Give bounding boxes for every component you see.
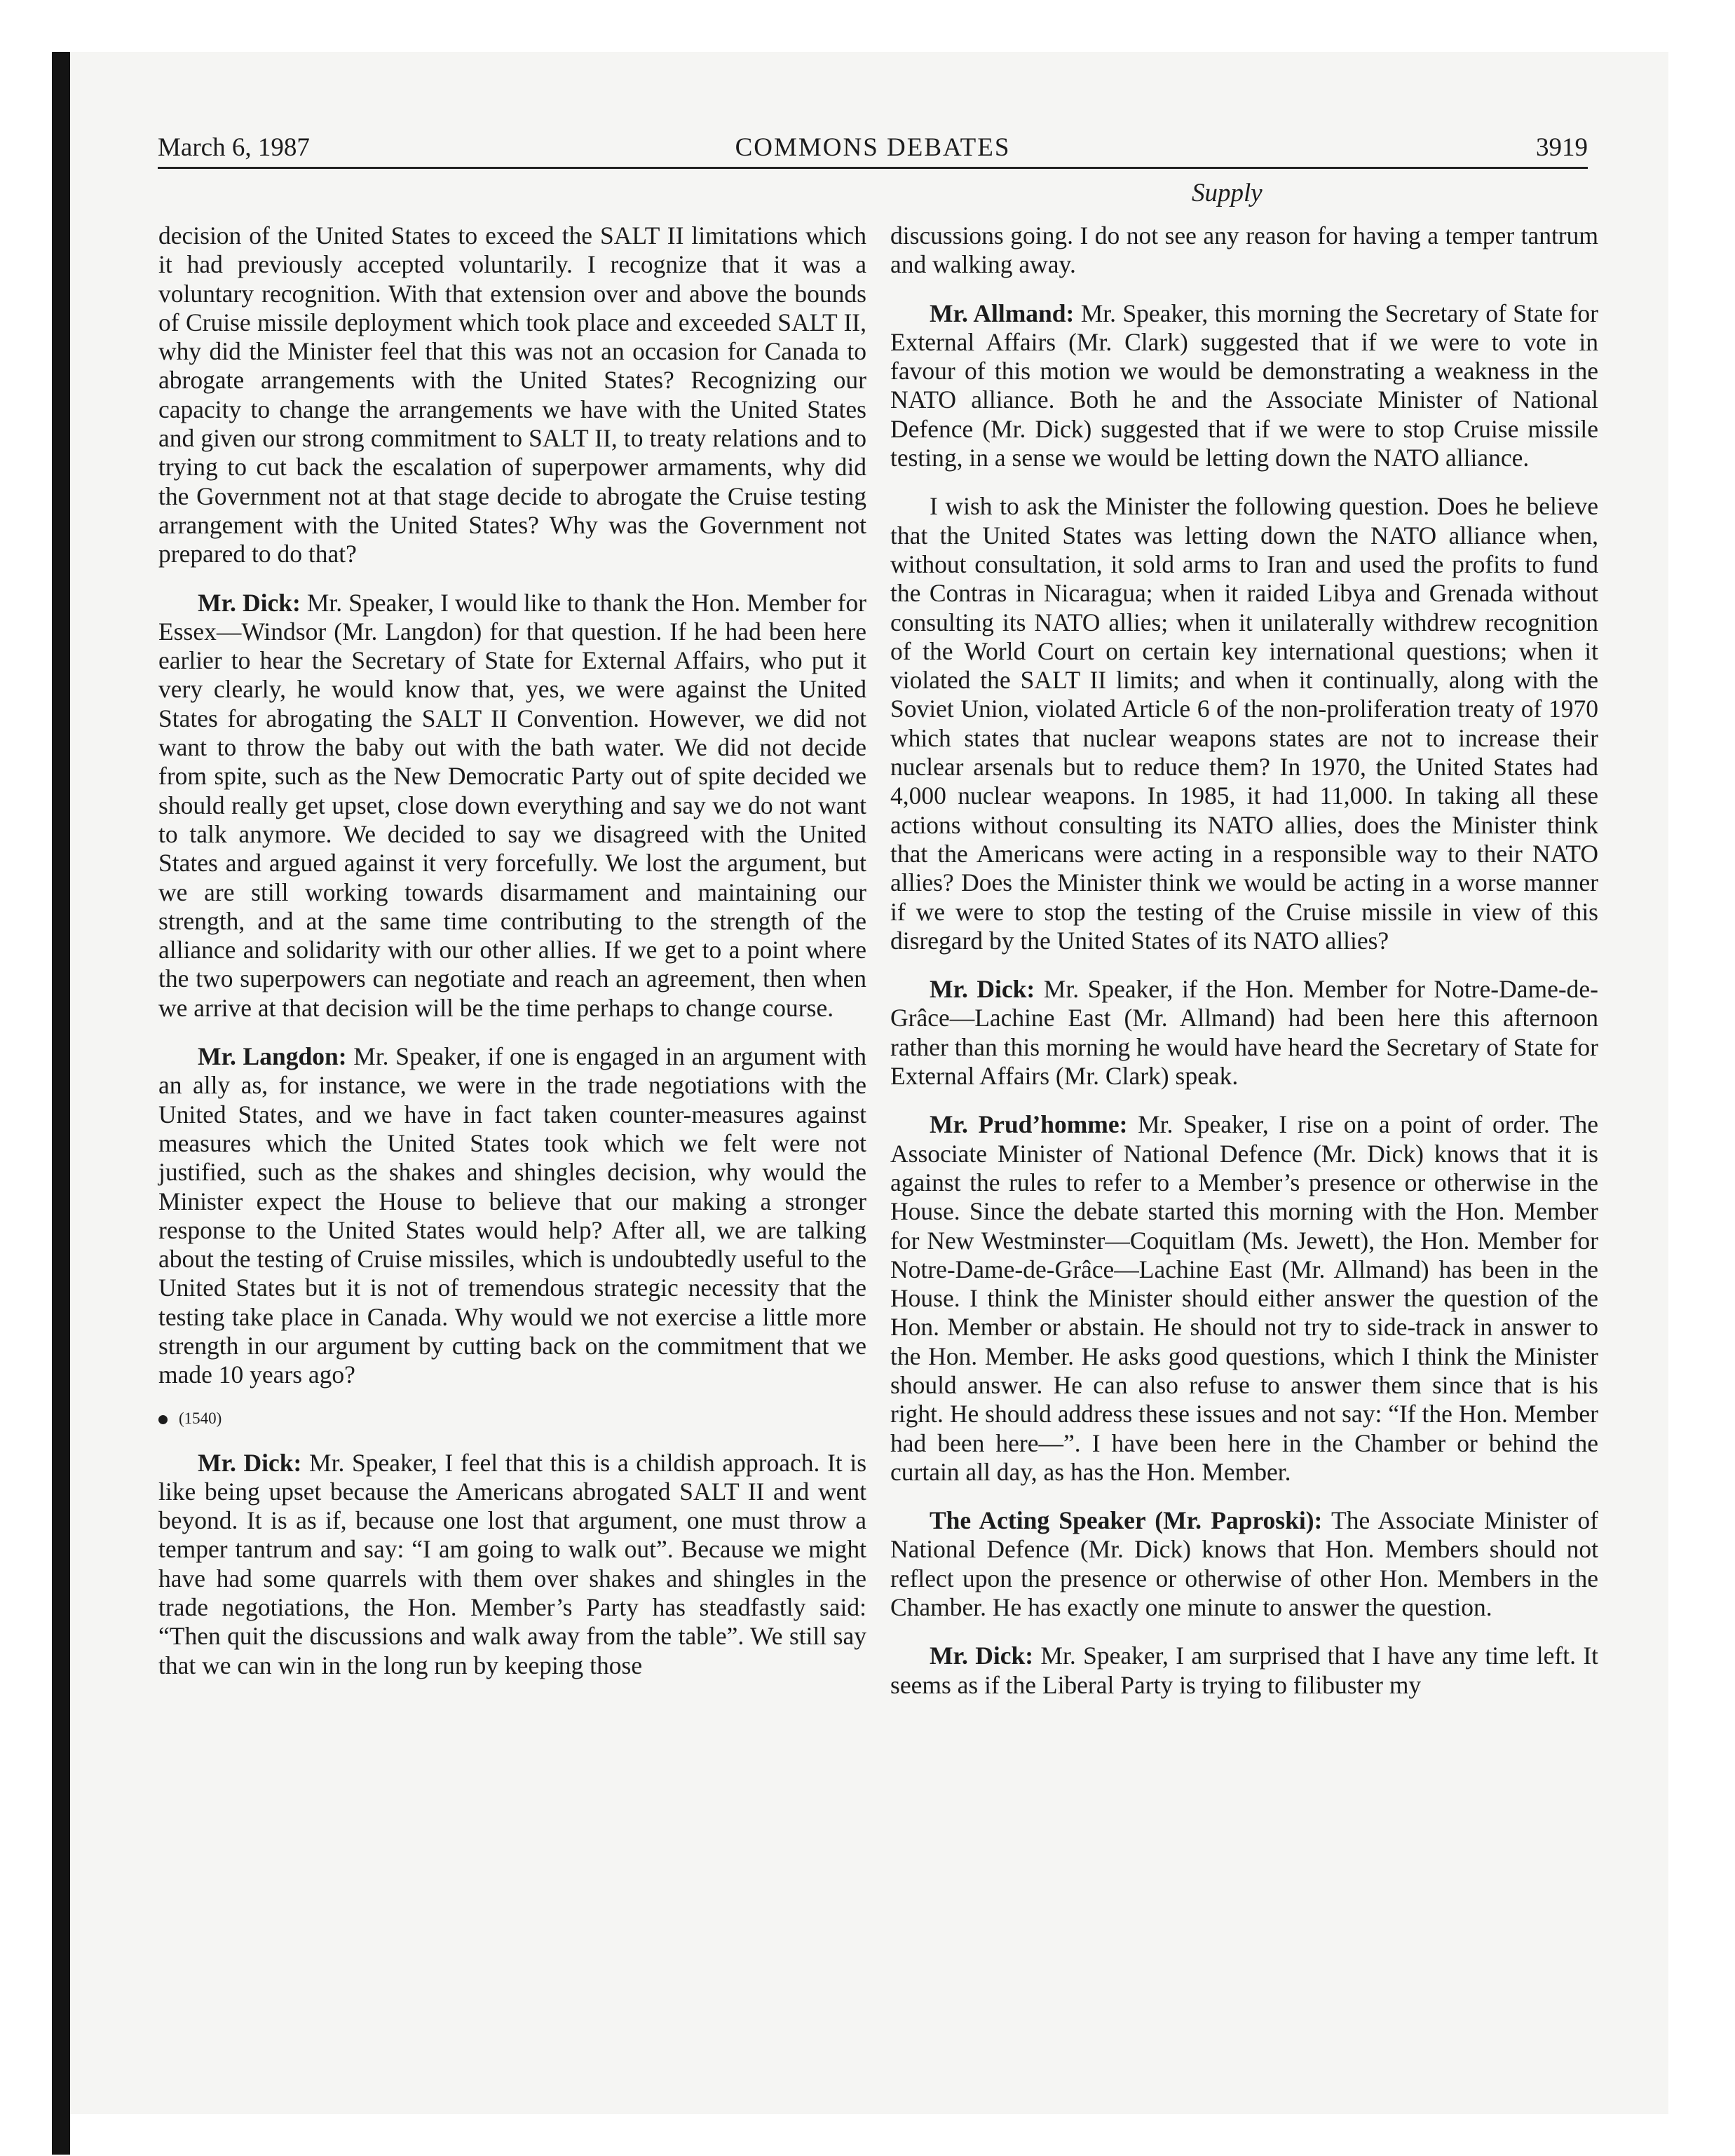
speech-allmand-continued: I wish to ask the Minister the following question. Does he believe that the United States was letting down the NATO alliance when, without consultation, it sold arms to Iran and used the profits to fund the Contras in Nicaragua; when it raided Libya and Grenada without consulting its NATO allies; when it unilaterally withdrew recognition of the World Court on certain key international questions; when it violated the SALT II limits; and when it continually, along with the Soviet Union, violated Article 6 of the non-proliferation treaty of 1970 which states that nuclear weapons states are not to increase their nuclear arsenals but to reduce them? In 1970, the United States had 4,000 nuclear weapons. In 1985, it had 11,000. In taking all these actions without consulting its NATO allies, does the Minister think that the Americans were acting in a responsible way to their NATO allies? Does the Minister think we would be acting in a worse manner if we were to stop the testing of the Cruise missile in view of this disregard by the United States of its NATO allies? xyxy=(890,492,1598,955)
time-marker-text: (1540) xyxy=(179,1409,222,1427)
paragraph-continued: decision of the United States to exceed the SALT II limitations which it had previously accepted voluntarily. I recognize that it was a voluntary recognition. With that extension over and above the bounds of Cruise missile deployment which took place and exceeded SALT II, why did the Minister feel that this was not an occasion for Canada to abrogate arrangements with the United States? Recognizing our capacity to change the arrangements we have with the United States and given our strong commitment to SALT II, to treaty relations and to trying to cut back the escalation of superpower armaments, why did the Government not at that stage decide to abrogate the Cruise testing arrangement with the United States? Why was the Government not prepared to do that? xyxy=(158,221,866,568)
speaker-name: Mr. Dick: xyxy=(198,588,301,617)
paragraph-continued: discussions going. I do not see any reason for having a temper tantrum and walking away. xyxy=(890,221,1598,279)
left-column xyxy=(158,221,866,1680)
time-marker xyxy=(158,1408,866,1429)
scan-edge-bar xyxy=(52,52,70,2155)
speech-dick-4 xyxy=(890,1642,1598,1700)
speaker-name: Mr. Dick: xyxy=(930,1642,1034,1670)
speaker-name: Mr. Dick: xyxy=(198,1448,302,1477)
section-title: Supply xyxy=(1192,179,1263,207)
speech-dick-3 xyxy=(890,975,1598,1091)
header-page-number: 3919 xyxy=(1536,133,1588,162)
speech-dick-2 xyxy=(158,1449,866,1680)
speaker-name: Mr. Dick: xyxy=(930,975,1035,1004)
speech-text: Mr. Speaker, I would like to thank the Hon. Member for Essex—Windsor (Mr. Langdon) for that question. If he had been here earlier to hear the Secretary of State for External Affairs, who put it very clearly, he would know that, yes, we were against the United States for abrogating the SALT II Convention. However, we did not want to throw the baby out with the bath water. We did not decide from spite, such as the New Democratic Party out of spite decided we should really get upset, close down everything and say we do not want to talk anymore. We decided to say we disagreed with the United States and argued against it very forcefully. We lost the argument, but we are still working towards disarmament and maintaining our strength, and at the same time contributing to the strength of the alliance and solidarity with our other allies. If we get to a point where the two superpowers can negotiate and reach an agreement, then when we arrive at that decision will be the time perhaps to change course. xyxy=(158,588,867,1022)
bullet-icon xyxy=(158,1415,168,1424)
speaker-name: Mr. Langdon: xyxy=(198,1042,347,1071)
speech-text: Mr. Speaker, if one is engaged in an argument with an ally as, for instance, we were in the trade negotiations with the United States, and we have in fact taken counter-measures against measures which the United States took which we felt were not justified, such as the shakes and shingles decision, why would the Minister expect the House to believe that our making a stronger response to the United States would help? After all, we are talking about the testing of Cruise missiles, which is undoubtedly useful to the United States but it is not of tremendous strategic necessity that the testing take place in Canada. Why would we not exercise a little more strength in our argument by cutting back on the commitment that we made 10 years ago? xyxy=(158,1042,866,1389)
speech-text: Mr. Speaker, this morning the Secretary of State for External Affairs (Mr. Clark) suggested that if we were to vote in favour of this motion we would be demonstrating a weakness in the NATO alliance. Both he and the Associate Minister of National Defence (Mr. Dick) suggested that if we were to stop Cruise missile testing, in a sense we would be letting down the NATO alliance. xyxy=(890,299,1598,472)
speech-prudhomme xyxy=(890,1110,1598,1487)
speaker-name: The Acting Speaker (Mr. Paproski): xyxy=(930,1506,1323,1535)
page-header xyxy=(158,123,1588,169)
speech-langdon xyxy=(158,1042,866,1390)
speaker-name: Mr. Prud’homme: xyxy=(930,1110,1128,1139)
speech-text: Mr. Speaker, if the Hon. Member for Notre-Dame-de-Grâce—Lachine East (Mr. Allmand) had been here this afternoon rather than this morning he would have heard the Secretary of State for External Affairs (Mr. Clark) speak. xyxy=(890,975,1598,1091)
speech-text: Mr. Speaker, I feel that this is a childish approach. It is like being upset because the Americans abrogated SALT II and went beyond. It is as if, because one lost that argument, one must throw a temper tantrum and say: “I am going to walk out”. Because we might have had some quarrels with them over shakes and shingles in the trade negotiations, the Hon. Member’s Party has steadfastly said: “Then quit the discussions and walk away from the table”. We still say that we can win in the long run by keeping those xyxy=(158,1448,867,1679)
speech-allmand xyxy=(890,299,1598,473)
speech-acting-speaker xyxy=(890,1506,1598,1622)
speaker-name: Mr. Allmand: xyxy=(930,299,1075,327)
speech-text: The Associate Minister of National Defence (Mr. Dick) knows that Hon. Members should not reflect upon the presence or otherwise of other Hon. Members in the Chamber. He has exactly one minute to answer the question. xyxy=(890,1506,1598,1622)
right-column xyxy=(890,221,1598,1700)
header-date: March 6, 1987 xyxy=(158,133,310,162)
speech-text: Mr. Speaker, I am surprised that I have any time left. It seems as if the Liberal Party is trying to filibuster my xyxy=(890,1642,1599,1699)
speech-text: Mr. Speaker, I rise on a point of order. The Associate Minister of National Defence (Mr. Dick) knows that it is against the rules to refer to a Member’s presence or otherwise in the House. Since the debate started this morning with the Hon. Member for New Westminster—Coquitlam (Ms. Jewett), the Hon. Member for Notre-Dame-de-Grâce—Lachine East (Mr. Allmand) has been in the House. I think the Minister should either answer the question of the Hon. Member or abstain. He should not try to side-track in answer to the Hon. Member. He asks good questions, which I think the Minister should answer. He can also refuse to answer them since that is his right. He should address these issues and not say: “If the Hon. Member had been here—”. I have been here in the Chamber or behind the curtain all day, as has the Hon. Member. xyxy=(890,1110,1598,1486)
header-publication-title: COMMONS DEBATES xyxy=(735,133,1011,162)
speech-dick-1 xyxy=(158,589,866,1023)
